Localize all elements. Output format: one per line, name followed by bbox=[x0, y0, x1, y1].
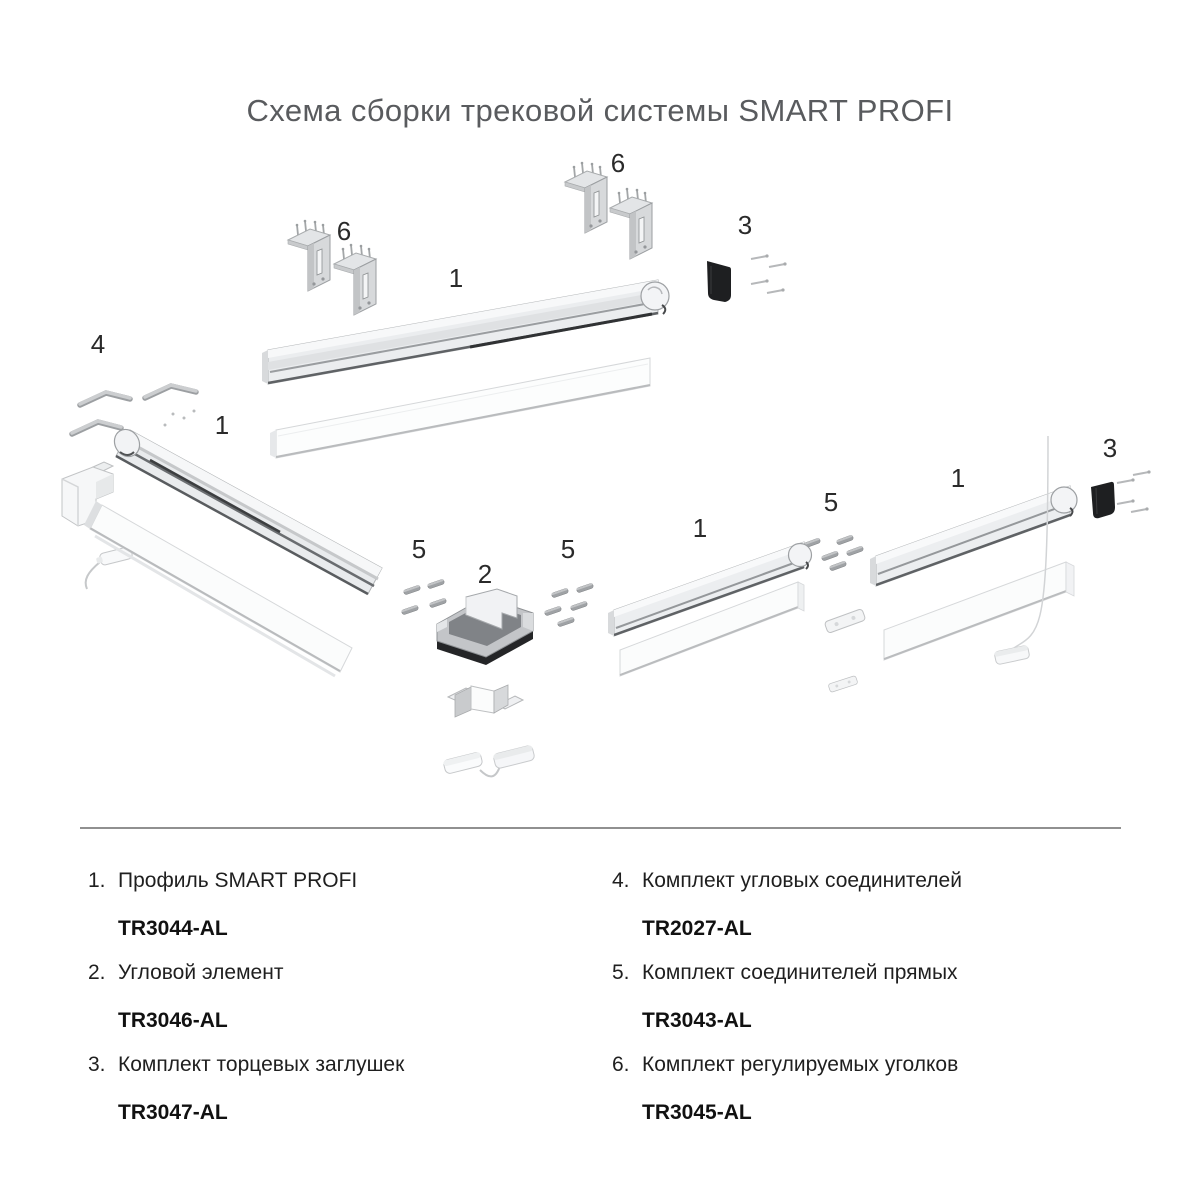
legend-item-name: Комплект соединителей прямых bbox=[642, 961, 958, 984]
legend-item-4 bbox=[612, 868, 1112, 942]
bracket-pair-left bbox=[288, 220, 376, 315]
legend-column-left bbox=[88, 868, 588, 1144]
label-bracket-kit-top: 6 bbox=[610, 148, 626, 178]
label-track-right: 1 bbox=[950, 463, 966, 493]
legend-item-number: 2. bbox=[88, 961, 106, 984]
connector-plates-right bbox=[824, 609, 866, 693]
straight-connectors-right bbox=[803, 535, 864, 572]
legend-item-number: 4. bbox=[612, 869, 630, 892]
straight-connectors-left bbox=[401, 579, 447, 615]
label-end-cap-kit-right: 3 bbox=[1102, 433, 1118, 463]
page-title: Схема сборки трековой системы SMART PROFI bbox=[246, 92, 954, 128]
label-straight-kit-right: 5 bbox=[823, 487, 839, 517]
legend-item-6 bbox=[612, 1052, 1112, 1126]
legend-item-code: TR3047-AL bbox=[118, 1101, 228, 1124]
legend-item-name: Профиль SMART PROFI bbox=[118, 869, 358, 892]
label-end-cap-kit-top: 3 bbox=[737, 210, 753, 240]
straight-connectors-center bbox=[544, 583, 594, 627]
legend-item-number: 5. bbox=[612, 961, 630, 984]
bracket-pair-top bbox=[565, 162, 652, 259]
end-cap-top bbox=[707, 254, 787, 302]
legend-item-5 bbox=[612, 960, 1112, 1034]
legend-item-number: 6. bbox=[612, 1053, 630, 1076]
diffuser-left bbox=[84, 501, 352, 676]
label-straight-kit-left: 5 bbox=[411, 534, 427, 564]
legend-item-number: 3. bbox=[88, 1053, 106, 1076]
label-corner-connector-kit: 4 bbox=[90, 329, 106, 359]
legend-item-name: Комплект угловых соединителей bbox=[642, 869, 962, 892]
corner-bracket-center bbox=[448, 685, 523, 717]
legend-item-code: TR2027-AL bbox=[642, 917, 752, 940]
legend-item-code: TR3044-AL bbox=[118, 917, 228, 940]
label-track-left: 1 bbox=[214, 410, 230, 440]
legend-item-number: 1. bbox=[88, 869, 106, 892]
legend-item-2 bbox=[88, 960, 588, 1034]
label-track-middle: 1 bbox=[692, 513, 708, 543]
legend-item-name: Угловой элемент bbox=[118, 961, 284, 984]
legend-item-code: TR3043-AL bbox=[642, 1009, 752, 1032]
legend-item-code: TR3045-AL bbox=[642, 1101, 752, 1124]
label-track-top: 1 bbox=[448, 263, 464, 293]
cable-connector-center bbox=[443, 745, 535, 777]
legend-item-code: TR3046-AL bbox=[118, 1009, 228, 1032]
end-cap-right bbox=[1091, 470, 1151, 518]
label-corner-element: 2 bbox=[477, 559, 493, 589]
label-bracket-kit-left: 6 bbox=[336, 216, 352, 246]
legend-column-right bbox=[612, 868, 1112, 1144]
legend-item-name: Комплект регулируемых уголков bbox=[642, 1053, 959, 1076]
legend-item-3 bbox=[88, 1052, 588, 1126]
corner-connector-kit bbox=[72, 385, 196, 434]
legend-item-name: Комплект торцевых заглушек bbox=[118, 1053, 405, 1076]
corner-element bbox=[437, 589, 533, 665]
power-cable-right bbox=[994, 436, 1048, 665]
legend-item-1 bbox=[88, 868, 588, 942]
label-straight-kit-center: 5 bbox=[560, 534, 576, 564]
divider bbox=[80, 827, 1121, 829]
